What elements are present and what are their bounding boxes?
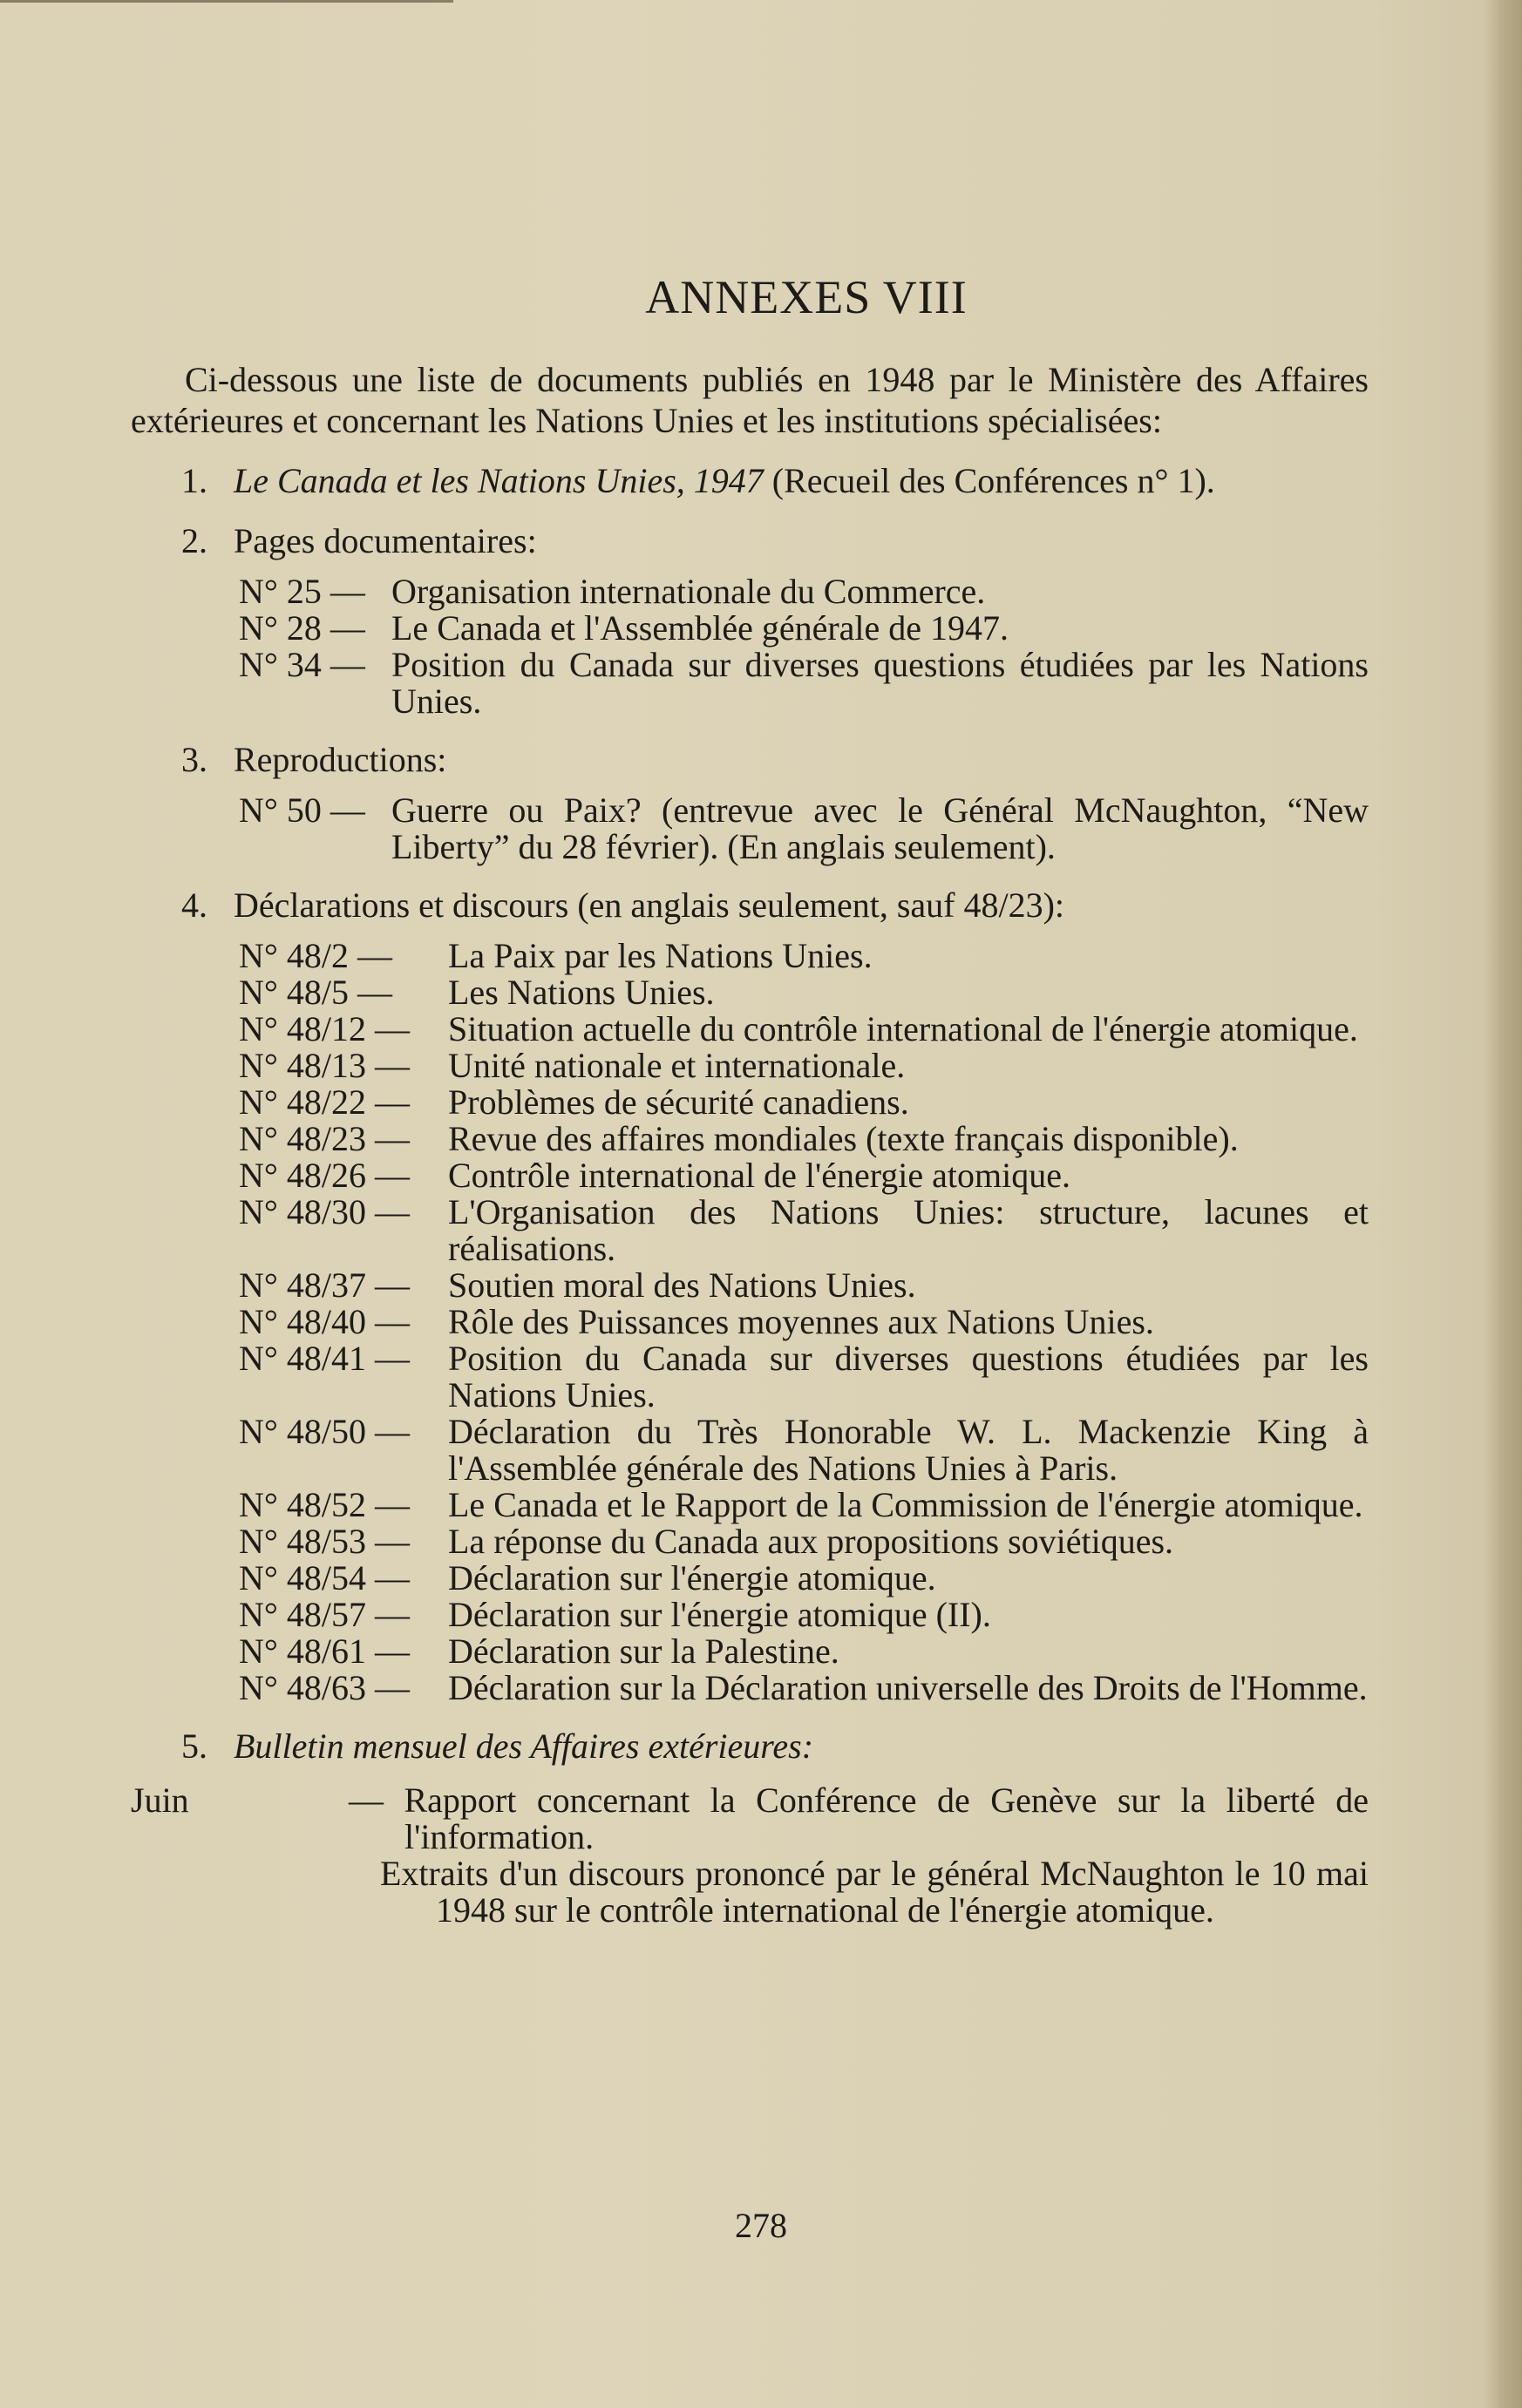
section-5	[131, 1726, 1369, 1767]
list-item	[239, 974, 1369, 1011]
item-text: Organisation internationale du Commerce.	[391, 572, 986, 611]
list-item	[239, 792, 1369, 865]
item-text: La Paix par les Nations Unies.	[448, 936, 873, 975]
item-ref: N° 48/50 —	[239, 1412, 410, 1451]
list-item	[239, 1670, 1369, 1706]
item-ref: N° 48/54 —	[239, 1558, 410, 1597]
item-ref: N° 48/13 —	[239, 1046, 410, 1085]
section-2-list	[239, 573, 1369, 720]
item-ref: N° 25 —	[239, 572, 365, 611]
list-item	[239, 1487, 1369, 1523]
item-ref: N° 48/41 —	[239, 1339, 410, 1378]
item-text: Position du Canada sur diverses questions étudiées par les Nations Unies.	[391, 645, 1369, 721]
section-number: 4.	[181, 885, 207, 925]
item-text: Revue des affaires mondiales (texte français disponible).	[448, 1119, 1239, 1158]
section-heading: Pages documentaires:	[234, 521, 537, 560]
item-text: Le Canada et le Rapport de la Commission de l'énergie atomique.	[448, 1485, 1363, 1524]
list-item	[239, 1633, 1369, 1670]
bulletin-entry	[131, 1782, 1369, 1929]
list-item	[239, 1194, 1369, 1267]
item-ref: N° 48/2 —	[239, 936, 392, 975]
page-content	[131, 270, 1369, 1929]
bulletin-month: Juin	[131, 1781, 189, 1820]
list-item	[239, 1523, 1369, 1560]
section-number: 1.	[181, 461, 207, 500]
page-number: 278	[735, 2206, 787, 2245]
bulletin-item: Extraits d'un discours prononcé par le général McNaughton le 10 mai 1948 sur le contrôle international de l'énergie atomique.	[380, 1854, 1369, 1930]
section-4	[131, 885, 1369, 926]
section-4-list	[239, 938, 1369, 1706]
item-ref: N° 48/12 —	[239, 1009, 410, 1048]
item-ref: N° 34 —	[239, 645, 365, 684]
item-text: Le Canada et l'Assemblée générale de 1947.	[391, 608, 1009, 648]
list-item	[239, 1048, 1369, 1084]
item-text: Déclaration sur l'énergie atomique.	[448, 1558, 936, 1597]
item-ref: N° 48/22 —	[239, 1082, 410, 1122]
list-item	[239, 1560, 1369, 1597]
section-3-list	[239, 792, 1369, 865]
section-heading: Reproductions:	[234, 740, 447, 779]
item-text: Soutien moral des Nations Unies.	[448, 1265, 916, 1305]
list-item	[239, 1597, 1369, 1633]
item-text: Rôle des Puissances moyennes aux Nations Unies.	[448, 1302, 1154, 1341]
item-text: Contrôle international de l'énergie atomique.	[448, 1156, 1071, 1195]
item-text: Guerre ou Paix? (entrevue avec le Général McNaughton, “New Liberty” du 28 février). (En anglais seulement).	[391, 790, 1369, 866]
top-rule	[0, 0, 453, 3]
item-ref: N° 48/57 —	[239, 1595, 410, 1634]
list-item	[239, 1157, 1369, 1194]
list-item	[239, 1011, 1369, 1048]
item-text: Déclaration sur la Palestine.	[448, 1631, 839, 1671]
item-text: Déclaration du Très Honorable W. L. Mackenzie King à l'Assemblée générale des Nations Unies à Paris.	[448, 1412, 1369, 1488]
list-item	[239, 1121, 1369, 1157]
section-number: 2.	[181, 521, 207, 560]
item-text: Déclaration sur l'énergie atomique (II).	[448, 1595, 991, 1634]
section-text	[234, 460, 1369, 501]
item-ref: N° 48/40 —	[239, 1302, 410, 1341]
item-text: Déclaration sur la Déclaration universelle des Droits de l'Homme.	[448, 1668, 1368, 1707]
item-text: Position du Canada sur diverses questions étudiées par les Nations Unies.	[448, 1339, 1369, 1414]
item-ref: N° 48/26 —	[239, 1156, 410, 1195]
list-item	[239, 573, 1369, 610]
page-title: ANNEXES VIII	[645, 271, 968, 323]
item-ref: N° 28 —	[239, 608, 365, 648]
list-item	[239, 1267, 1369, 1304]
item-ref: N° 48/53 —	[239, 1522, 410, 1561]
item-text: L'Organisation des Nations Unies: structure, lacunes et réalisations.	[448, 1192, 1369, 1268]
list-item	[239, 1340, 1369, 1414]
intro-paragraph: Ci-dessous une liste de documents publiés en 1948 par le Ministère des Affaires extérieures et concernant les Nations Unies et les institutions spécialisées:	[131, 360, 1369, 440]
item-ref: N° 48/37 —	[239, 1265, 410, 1305]
section-1	[131, 460, 1369, 501]
section-number: 3.	[181, 740, 207, 779]
item-text: Situation actuelle du contrôle international de l'énergie atomique.	[448, 1009, 1358, 1048]
item-ref: N° 48/5 —	[239, 973, 392, 1012]
section-number: 5.	[181, 1726, 207, 1766]
publication-note: (Recueil des Conférences n° 1).	[763, 461, 1215, 500]
list-item	[239, 647, 1369, 720]
bulletin-item: — Rapport concernant la Conférence de Genève sur la liberté de l'information.	[349, 1781, 1369, 1856]
item-ref: N° 48/61 —	[239, 1631, 410, 1671]
item-ref: N° 50 —	[239, 790, 365, 830]
section-heading: Déclarations et discours (en anglais seulement, sauf 48/23):	[234, 885, 1065, 925]
page-edge	[1485, 0, 1522, 2408]
publication-title: Le Canada et les Nations Unies, 1947	[234, 461, 764, 500]
section-heading: Bulletin mensuel des Affaires extérieures:	[234, 1726, 814, 1766]
item-text: Problèmes de sécurité canadiens.	[448, 1082, 909, 1122]
item-text: La réponse du Canada aux propositions soviétiques.	[448, 1522, 1174, 1561]
item-text: Les Nations Unies.	[448, 973, 715, 1012]
item-text: Unité nationale et internationale.	[448, 1046, 906, 1085]
list-item	[239, 1414, 1369, 1487]
list-item	[239, 1304, 1369, 1340]
bulletin-items	[349, 1782, 1369, 1929]
item-ref: N° 48/30 —	[239, 1192, 410, 1231]
list-item	[239, 610, 1369, 647]
list-item	[239, 1084, 1369, 1121]
section-2	[131, 520, 1369, 561]
item-ref: N° 48/63 —	[239, 1668, 410, 1707]
item-ref: N° 48/52 —	[239, 1485, 410, 1524]
item-ref: N° 48/23 —	[239, 1119, 410, 1158]
section-3	[131, 739, 1369, 780]
list-item	[239, 938, 1369, 974]
